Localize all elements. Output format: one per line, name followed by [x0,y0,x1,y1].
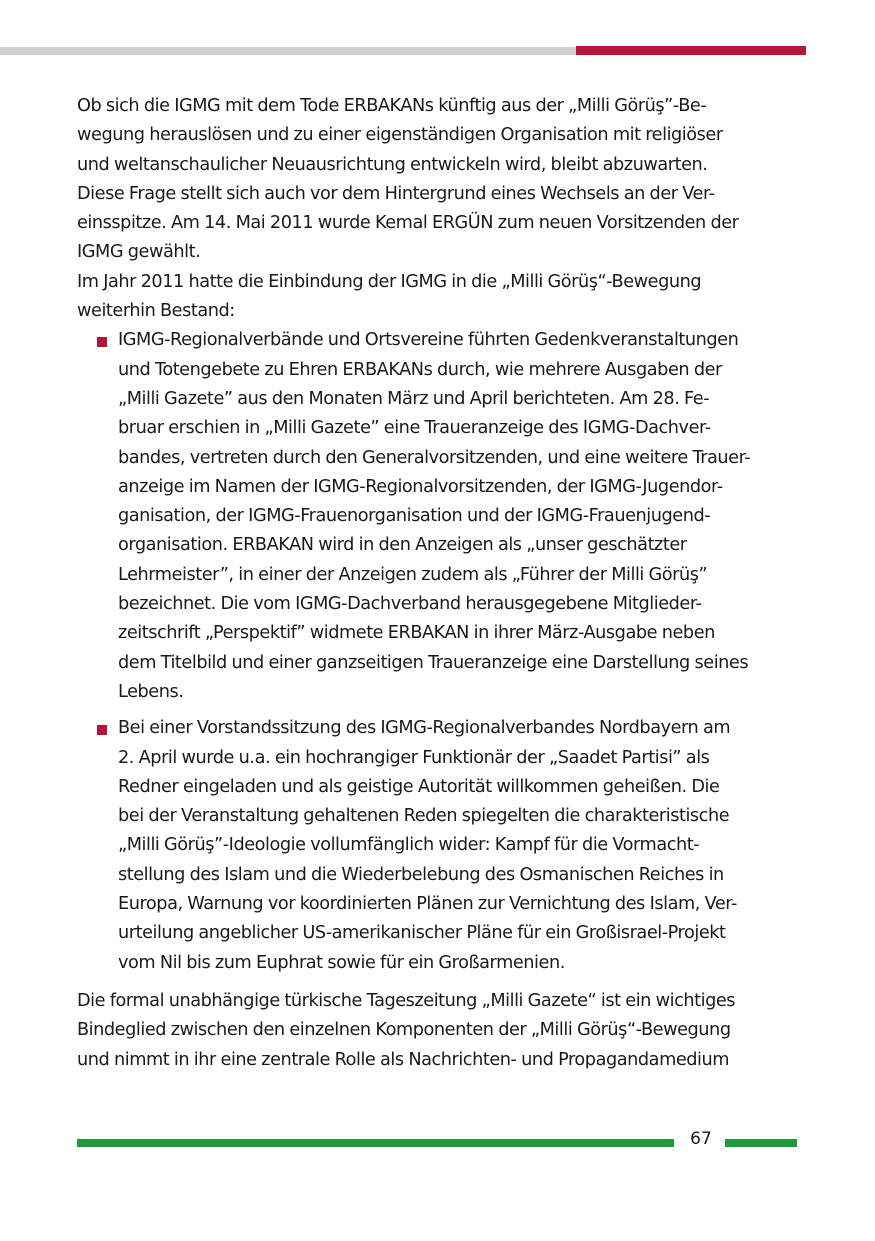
text-line: bei der Veranstaltung gehaltenen Reden spiegelten die charakteristische [118,806,730,827]
square-bullet-icon [97,337,107,347]
final-paragraph [77,987,789,1075]
text-line: bruar erschien in „Milli Gazete” eine Traueranzeige des IGMG-Dachver- [118,418,711,439]
text-line: urteilung angeblicher US-amerikanischer Pläne für ein Großisrael-Projekt [118,923,726,944]
text-line: IGMG gewählt. [77,242,201,263]
text-line: Bindeglied zwischen den einzelnen Komponenten der „Milli Görüş“-Bewegung [77,1020,731,1041]
text-line: 2. April wurde u.a. ein hochrangiger Funktionär der „Saadet Partisi” als [118,747,710,768]
text-line: „Milli Gazete” aus den Monaten März und April berichteten. Am 28. Fe- [118,388,710,409]
text-line: einsspitze. Am 14. Mai 2011 wurde Kemal ERGÜN zum neuen Vorsitzenden der [77,213,739,234]
text-line: „Milli Görüş”-Ideologie vollumfänglich wider: Kampf für die Vormacht- [118,835,700,856]
text-line: weiterhin Bestand: [77,301,235,322]
bullet-list [77,326,789,978]
text-line: Lehrmeister”, in einer der Anzeigen zudem als „Führer der Milli Görüş” [118,564,708,585]
square-bullet-icon [97,725,107,735]
text-line: bandes, vertreten durch den Generalvorsitzenden, und eine weitere Trauer- [118,447,751,468]
header-rule-red [576,46,806,55]
text-line: und Totengebete zu Ehren ERBAKANs durch, wie mehrere Ausgaben der [118,359,722,380]
text-line: Redner eingeladen und als geistige Autorität willkommen geheißen. Die [118,776,720,797]
text-line: Lebens. [118,681,184,702]
text-line: Bei einer Vorstandssitzung des IGMG-Regionalverbandes Nordbayern am [118,718,731,739]
text-line: IGMG-Regionalverbände und Ortsvereine führten Gedenkveranstaltungen [118,330,739,351]
text-line: Ob sich die IGMG mit dem Tode ERBAKANs künftig aus der „Milli Görüş”-Be- [77,96,707,116]
text-line: zeitschrift „Perspektif” widmete ERBAKAN in ihrer März-Ausgabe neben [118,623,715,644]
text-line: ganisation, der IGMG-Frauenorganisation und der IGMG-Frauenjugend- [118,506,711,527]
text-line: und nimmt in ihr eine zentrale Rolle als Nachrichten- und Propagandamedium [77,1049,730,1070]
text-line: Diese Frage stellt sich auch vor dem Hintergrund eines Wechsels an der Ver- [77,183,715,204]
text-line: wegung herauslösen und zu einer eigenständigen Organisation mit religiöser [77,125,723,146]
text-line: Europa, Warnung vor koordinierten Plänen zur Vernichtung des Islam, Ver- [118,894,737,915]
text-line: stellung des Islam und die Wiederbelebung des Osmanischen Reiches in [118,864,724,885]
footer-rule-right [725,1139,797,1147]
text-line: Im Jahr 2011 hatte die Einbindung der IGMG in die „Milli Görüş“-Bewegung [77,271,702,292]
header-rule-gray [0,47,576,55]
text-line: dem Titelbild und einer ganzseitigen Traueranzeige eine Darstellung seines [118,652,749,673]
footer-rule-left [77,1139,674,1147]
intro-paragraph [77,92,789,326]
text-line: organisation. ERBAKAN wird in den Anzeigen als „unser geschätzter [118,535,687,556]
list-item [77,714,789,978]
text-line: anzeige im Namen der IGMG-Regionalvorsitzenden, der IGMG-Jugendor- [118,476,723,497]
text-line: bezeichnet. Die vom IGMG-Dachverband herausgegebene Mitglieder- [118,594,702,615]
page-number: 67 [690,1129,712,1149]
text-line: vom Nil bis zum Euphrat sowie für ein Großarmenien. [118,952,565,973]
text-line: und weltanschaulicher Neuausrichtung entwickeln wird, bleibt abzuwarten. [77,154,708,175]
text-line: Die formal unabhängige türkische Tageszeitung „Milli Gazete“ ist ein wichtiges [77,990,736,1011]
list-item [77,326,789,707]
page-body [77,92,789,1075]
